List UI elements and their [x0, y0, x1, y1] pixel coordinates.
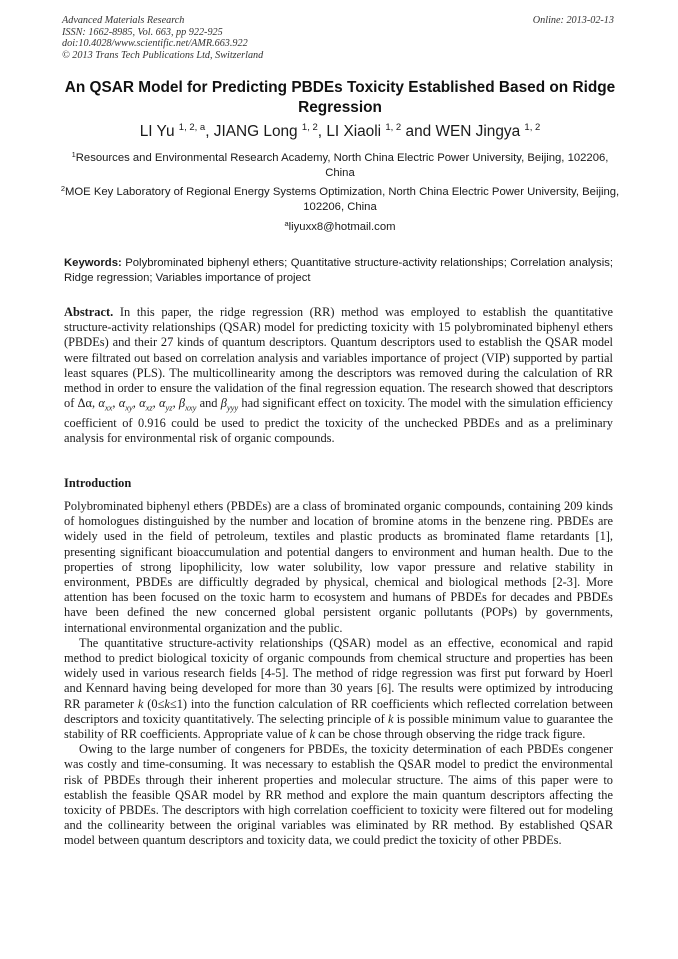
- email-address: liyuxx8@hotmail.com: [288, 221, 396, 233]
- author-email: [60, 220, 620, 235]
- journal-name: Advanced Materials Research: [62, 15, 185, 26]
- author-affiliation-mark: 1, 2: [301, 122, 318, 133]
- author-name: JIANG Long: [213, 123, 298, 140]
- abstract-text: had significant effect on toxicity. The model with the simulation efficiency coefficient of 0.916 could be used to predict the toxicity of the unchecked PBDEs and as a preliminary analysis for environmental risk of organic compounds.: [64, 396, 613, 446]
- journal-issn: ISSN: 1662-8985, Vol. 663, pp 922-925: [62, 26, 223, 38]
- keywords: [64, 256, 613, 286]
- author-affiliation-mark: 1, 2: [385, 122, 402, 133]
- paragraph: The quantitative structure-activity relationships (QSAR) model as an effective, economical and rapid method to predict biological toxicity of organic compounds from chemical structure and properties has been widely used in various research fields [4-5]. The method of ridge regression was first put forward by Hoerl and Kennard having being developed for more than 30 years [6]. The results were optimized by introducing RR parameter k (0≤k≤1) into the function calculation of RR coefficients which reflected correlation between descriptors and toxicity quantitatively. The selecting principle of k is possible minimum value to guarantee the stability of RR coefficients. Appropriate value of k can be chose through observing the ridge track figure.: [64, 635, 614, 742]
- affiliation-1: [60, 151, 620, 181]
- author-separator: ,: [317, 123, 327, 140]
- affiliation-mark: 1: [71, 150, 76, 159]
- keywords-label: Keywords:: [64, 257, 122, 269]
- abstract: [64, 305, 613, 446]
- online-date: Online: 2013-02-13: [532, 15, 614, 26]
- author-name: LI Yu: [139, 123, 175, 140]
- paragraph: Owing to the large number of congeners for PBDEs, the toxicity determination of each PBDEs congener was costly and time-consuming. It was necessary to establish the QSAR model to predict the environmental risk of PBDEs through their inherent properties and molecular structure. The aims of this paper were to establish the feasible QSAR model by RR method and explore the main quantum descriptors affecting the toxicity of PBDEs. The descriptors with high correlation coefficient to toxicity were filtered out for modeling and the collinearity between the original variables was eliminated by RR method. By established QSAR model between quantum descriptors and toxicity data, we could predict the toxicity of other PBDEs.: [64, 742, 613, 848]
- descriptor-list: $\alpha_{xx}$, $\alpha_{xy}$, $\alpha_{xz}$, $\alpha_{yz}$, $\beta_{xxy}$ and $\beta_{yyy}$: [98, 396, 239, 413]
- author-affiliation-mark: 1, 2, a: [178, 122, 206, 133]
- journal-doi: doi:10.4028/www.scientific.net/AMR.663.922: [62, 38, 248, 50]
- author-separator: and: [401, 123, 436, 140]
- affiliation-2: [60, 185, 620, 215]
- affiliation-text: Resources and Environmental Research Academy, North China Electric Power University, Beijing, 102206, China: [75, 152, 609, 179]
- abstract-text: In this paper, the ridge regression (RR) method was employed to establish the quantitative structure-activity relationships (QSAR) model for predicting toxicity with 15 polybrominated biphenyl ethers (PBDEs) and their 27 kinds of quantum descriptors. Quantum descriptors used to establish the QSAR model were filtrated out based on correlation analysis and variables importance of project (VIP) supported by partial least squares (PLS). The multicollinearity among the descriptors was removed during the calculation of RR method in order to ensure the validation of the final regression equation. The research showed that descriptors of Δα,: [64, 305, 613, 411]
- author-name: WEN Jingya: [435, 123, 521, 140]
- paper-title: An QSAR Model for Predicting PBDEs Toxicity Established Based on Ridge Regression: [64, 79, 616, 116]
- email-mark: a: [284, 219, 289, 228]
- author-separator: ,: [205, 123, 214, 140]
- introduction-body: [64, 499, 613, 849]
- paragraph: Polybrominated biphenyl ethers (PBDEs) are a class of brominated organic compounds, containing 209 kinds of homologues distinguished by the number and location of bromine atoms in the benzene ring. PBDEs are widely used in the field of petroleum, textiles and plastic products as brominated flame retardants [1], presenting significant bioaccumulation and potential dangers to environment and human health. Due to the properties of strong lipophilicity, low water solubility, low vapor pressure and relative stability in environment, PBDEs are difficultly degraded by physical, chemical and biological methods [2-3]. More attention has been focused on the toxic harm to ecosystem and humans of PBDEs for decades and PBDEs have been defined the new concerned global persistent organic pollutants (POPs) by governments, international environmental organization and the public.: [64, 499, 613, 635]
- author-list: [60, 122, 620, 142]
- author-name: LI Xiaoli: [326, 123, 382, 140]
- abstract-label: Abstract.: [64, 305, 114, 319]
- keywords-text: Polybrominated biphenyl ethers; Quantitative structure-activity relationships; Correlation analysis; Ridge regression; Variables importance of project: [64, 257, 613, 284]
- affiliation-text: MOE Key Laboratory of Regional Energy Systems Optimization, North China Electric Power University, Beijing, 102206, China: [64, 186, 620, 213]
- section-heading-introduction: Introduction: [64, 476, 132, 490]
- author-affiliation-mark: 1, 2: [524, 122, 541, 133]
- journal-copyright: © 2013 Trans Tech Publications Ltd, Switzerland: [62, 49, 264, 61]
- journal-header: [62, 15, 263, 61]
- affiliation-mark: 2: [60, 184, 65, 193]
